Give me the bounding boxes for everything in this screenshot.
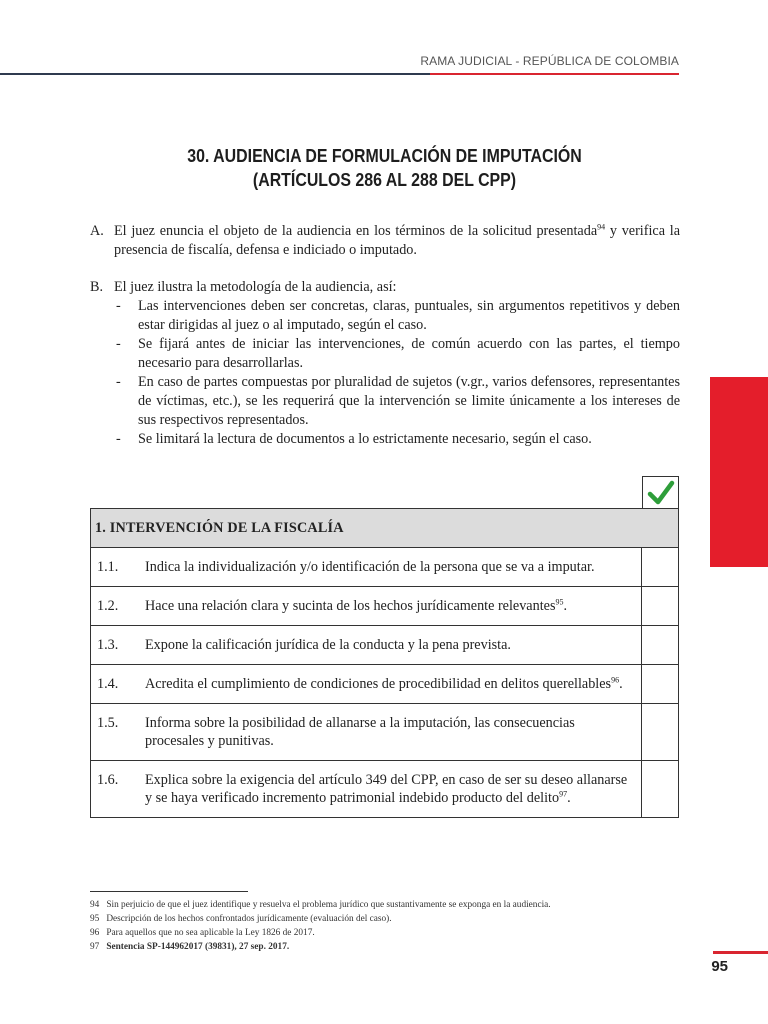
- row-number: 1.5.: [97, 715, 119, 731]
- footnote-ref: 96: [611, 675, 620, 685]
- row-number: 1.1.: [97, 559, 119, 575]
- running-head: RAMA JUDICIAL - REPÚBLICA DE COLOMBIA: [420, 54, 679, 68]
- page-number: 95: [711, 958, 728, 975]
- paragraph-intro: El juez ilustra la metodología de la audiencia, así:: [114, 279, 397, 295]
- footnote-number: 95: [90, 914, 100, 924]
- row-check-cell[interactable]: [641, 761, 678, 817]
- bullet-dash: -: [116, 431, 121, 447]
- table-row: [91, 761, 678, 817]
- bullet-text: Las intervenciones deben ser concretas, claras, puntuales, sin argumentos repetitivos y deben estar dirigidas al juez o al imputado, según el caso.: [138, 298, 680, 333]
- bullet-text: En caso de partes compuestas por pluralidad de sujetos (v.gr., varios defensores, representantes de víctimas, etc.), se les requerirá que la intervención se limite únicamente a los intereses de sus respectivos representados.: [138, 374, 680, 428]
- footnote-text: Sentencia SP-144962017 (39831), 27 sep. 2017.: [106, 942, 290, 952]
- paragraph-text: y verifica la presencia de fiscalía, defensa e indiciado o imputado.: [114, 223, 680, 258]
- footnote-ref: 97: [559, 789, 568, 799]
- side-color-tab: [710, 377, 768, 567]
- row-check-cell[interactable]: [641, 704, 678, 760]
- footnote-text: Para aquellos que no sea aplicable la Ley 1826 de 2017.: [106, 928, 315, 938]
- paragraph-content: [114, 222, 680, 260]
- footnote-ref: 95: [555, 597, 564, 607]
- bullet-item: [114, 373, 680, 430]
- footnote-number: 97: [90, 942, 100, 952]
- bullet-text: Se fijará antes de iniciar las intervenciones, de común acuerdo con las partes, el tiempo necesario para desarrollarlas.: [138, 336, 680, 371]
- table-row: [91, 665, 678, 704]
- paragraph-text: El juez enuncia el objeto de la audiencia en los términos de la solicitud presentada: [114, 223, 598, 239]
- row-text: [145, 626, 641, 664]
- section-title-line-2: (ARTÍCULOS 286 AL 288 DEL CPP): [252, 169, 517, 190]
- row-text: [145, 704, 641, 760]
- table-row: [91, 704, 678, 761]
- row-number: 1.3.: [97, 637, 119, 653]
- row-text-main: Hace una relación clara y sucinta de los hechos jurídicamente relevantes: [145, 598, 556, 614]
- bullet-dash: -: [116, 336, 121, 352]
- paragraph-content: [114, 278, 680, 449]
- footnote: [90, 912, 690, 926]
- footnote-ref: 94: [597, 222, 606, 232]
- paragraph-letter: A.: [90, 223, 104, 239]
- row-text: [145, 665, 641, 703]
- row-text-end: .: [567, 790, 571, 806]
- bullet-item: [114, 430, 680, 449]
- row-number: 1.6.: [97, 772, 119, 788]
- row-text-main: Explica sobre la exigencia del artículo 349 del CPP, en caso de ser su deseo allanarse y se haya verificado incremento patrimonial indebido producto del delito: [145, 772, 628, 806]
- bullet-item: [114, 335, 680, 373]
- row-check-cell[interactable]: [641, 587, 678, 625]
- paragraph-b: [90, 278, 680, 449]
- row-text: [145, 761, 641, 817]
- bullet-text: Se limitará la lectura de documentos a lo estrictamente necesario, según el caso.: [138, 431, 592, 447]
- bullet-dash: -: [116, 298, 121, 314]
- footnote-number: 96: [90, 928, 100, 938]
- footnotes: [90, 898, 690, 954]
- table-row: [91, 548, 678, 587]
- paragraph-a: [90, 222, 680, 260]
- footnote-text: Descripción de los hechos confrontados jurídicamente (evaluación del caso).: [106, 914, 392, 924]
- section-title-line-1: 30. AUDIENCIA DE FORMULACIÓN DE IMPUTACIÓN: [187, 145, 582, 166]
- bullet-item: [114, 297, 680, 335]
- footnote: [90, 926, 690, 940]
- row-text-main: Informa sobre la posibilidad de allanarse a la imputación, las consecuencias procesales y punitivas.: [145, 715, 575, 749]
- footnote: [90, 898, 690, 912]
- checkmark-icon: [647, 480, 675, 506]
- table-row: [91, 587, 678, 626]
- header-rule-dark: [0, 73, 430, 75]
- table-header: 1. INTERVENCIÓN DE LA FISCALÍA: [91, 509, 678, 548]
- checklist-table: [90, 508, 679, 818]
- footnote: [90, 940, 690, 954]
- row-number: 1.2.: [97, 598, 119, 614]
- row-check-cell[interactable]: [641, 548, 678, 586]
- body-text: [90, 222, 680, 449]
- bullet-dash: -: [116, 374, 121, 390]
- footnote-separator: [90, 891, 248, 892]
- row-text: [145, 548, 641, 586]
- footnote-number: 94: [90, 900, 100, 910]
- row-check-cell[interactable]: [641, 665, 678, 703]
- header-rule-red: [430, 73, 679, 75]
- row-text-main: Acredita el cumplimiento de condiciones de procedibilidad en delitos querellables: [145, 676, 612, 692]
- check-column-header: [642, 476, 679, 509]
- row-text: [145, 587, 641, 625]
- row-check-cell[interactable]: [641, 626, 678, 664]
- paragraph-letter: B.: [90, 279, 104, 295]
- row-text-end: .: [619, 676, 623, 692]
- row-text-end: .: [563, 598, 568, 614]
- row-number: 1.4.: [97, 676, 119, 692]
- row-text-main: Indica la individualización y/o identificación de la persona que se va a imputar.: [145, 559, 595, 575]
- row-text-main: Expone la calificación jurídica de la conducta y la pena prevista.: [145, 637, 511, 653]
- table-row: [91, 626, 678, 665]
- footnote-text: Sin perjuicio de que el juez identifique y resuelva el problema jurídico que sustantivamente se exponga en la audiencia.: [106, 900, 551, 910]
- section-title: [131, 144, 638, 192]
- footer-rule-red: [713, 951, 768, 954]
